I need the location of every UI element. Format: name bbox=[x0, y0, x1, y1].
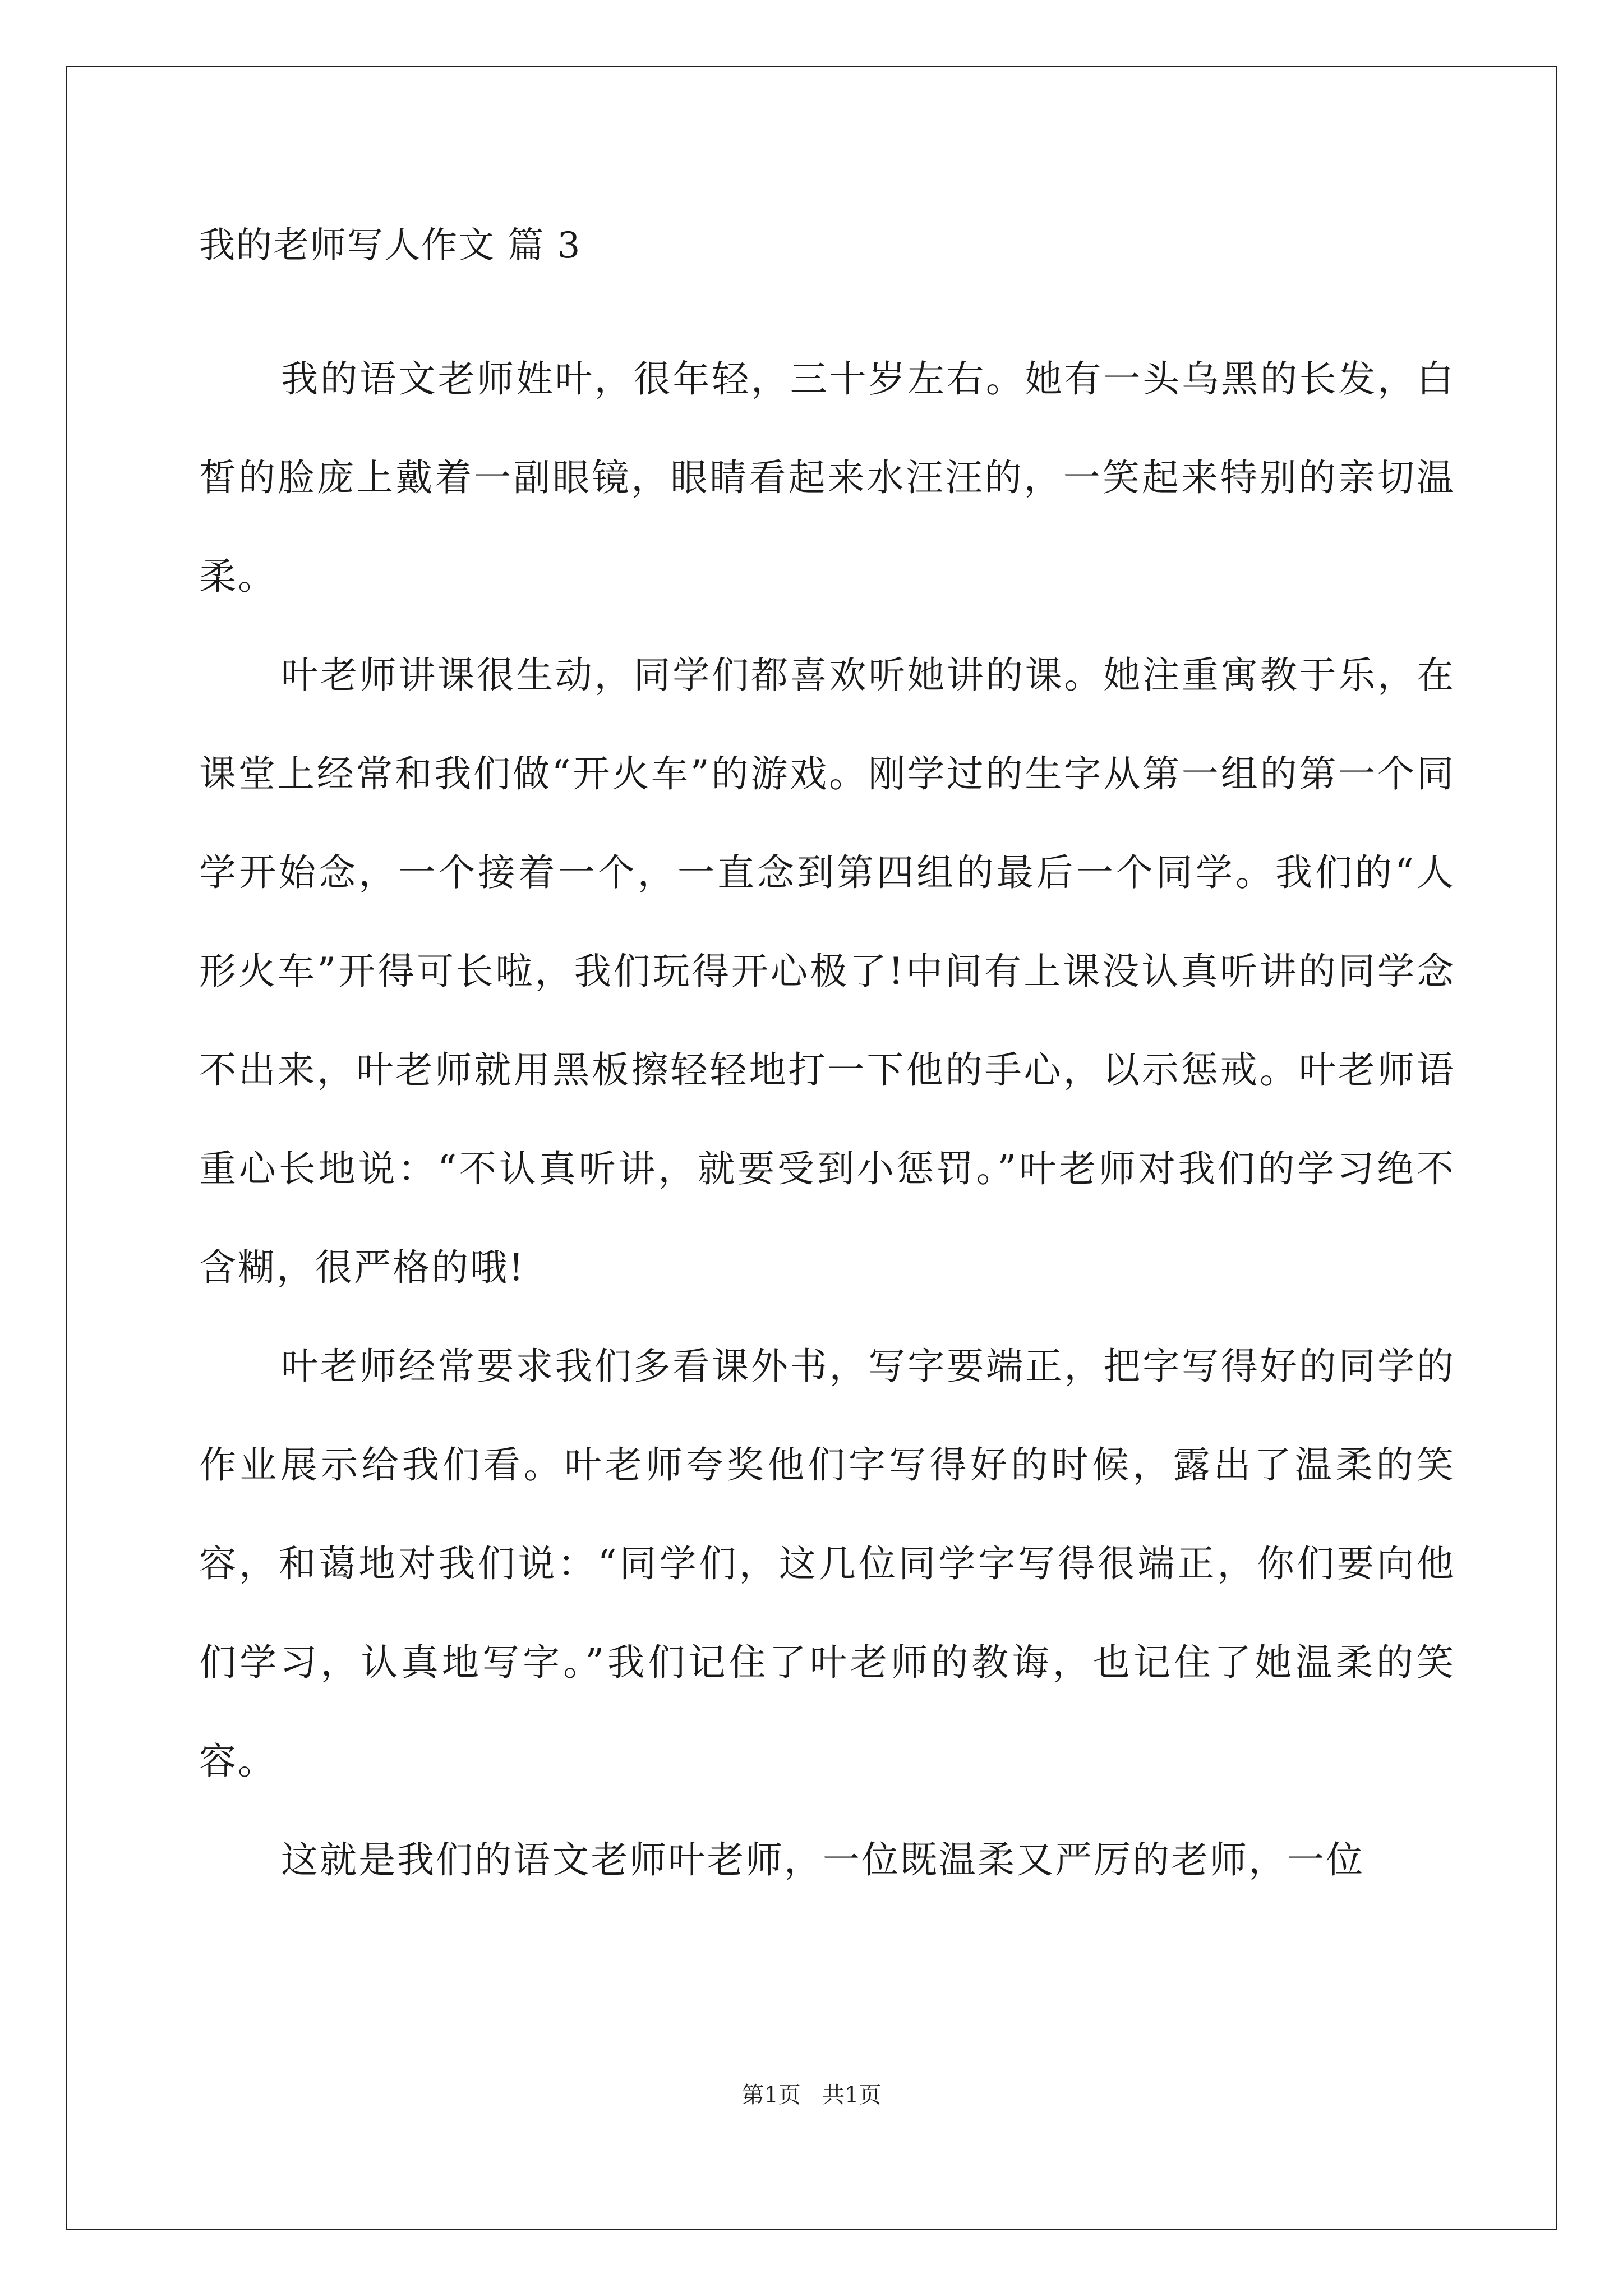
paragraph-2: 叶老师讲课很生动，同学们都喜欢听她讲的课。她注重寓教于乐，在课堂上经常和我们做“开火车”的游戏。刚学过的生字从第一组的第一个同学开始念，一个接着一个，一直念到第四组的最后一个同学。我们的“人形火车”开得可长啦，我们玩得开心极了!中间有上课没认真听讲的同学念不出来，叶老师就用黑板擦轻轻地打一下他的手心，以示惩戒。叶老师语重心长地说：“不认真听讲，就要受到小惩罚。”叶老师对我们的学习绝不含糊，很严格的哦! bbox=[199, 654, 1455, 1289]
paragraph-4: 这就是我们的语文老师叶老师，一位既温柔又严厉的老师，一位 bbox=[281, 1838, 1364, 1881]
document-body bbox=[199, 330, 1455, 1910]
document-title: 我的老师写人作文 篇 3 bbox=[199, 225, 582, 266]
paragraph-1: 我的语文老师姓叶，很年轻，三十岁左右。她有一头乌黑的长发，白皙的脸庞上戴着一副眼镜，眼睛看起来水汪汪的，一笑起来特别的亲切温柔。 bbox=[199, 357, 1455, 598]
page-number-footer: 第1页 共1页 bbox=[741, 2082, 882, 2108]
paragraph-3: 叶老师经常要求我们多看课外书，写字要端正，把字写得好的同学的作业展示给我们看。叶老师夸奖他们字写得好的时候，露出了温柔的笑容，和蔼地对我们说：“同学们，这几位同学字写得很端正，你们要向他们学习，认真地写字。”我们记住了叶老师的教诲，也记住了她温柔的笑容。 bbox=[199, 1345, 1455, 1783]
